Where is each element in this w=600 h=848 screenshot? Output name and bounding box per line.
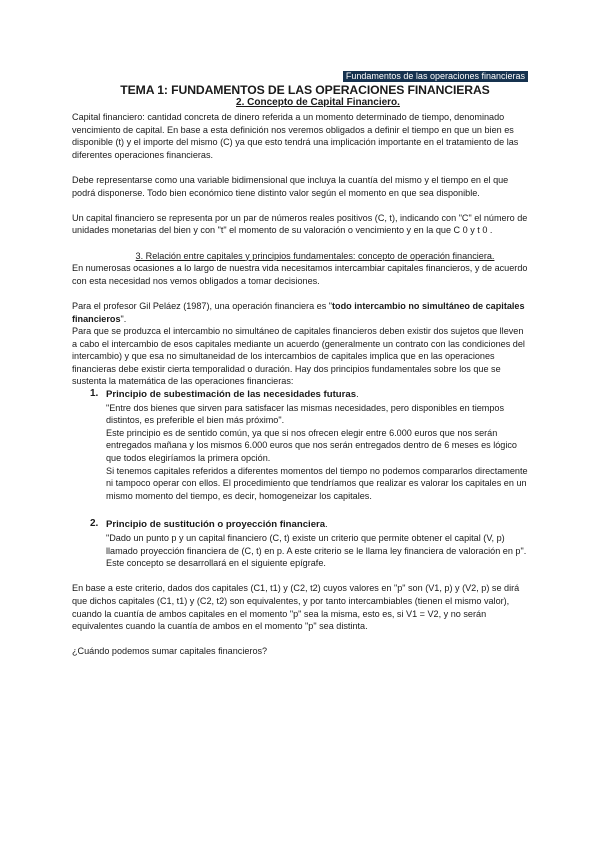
principle-paragraph: Este principio es de sentido común, ya que si nos ofrecen elegir entre 6.000 euros que nos serán entregados mañana y los mismos 6.000 euros que nos serán entregados dentro de 6 meses es lógico que todos elegiríamos la primera opción.	[106, 427, 517, 464]
paragraph-question: ¿Cuándo podemos sumar capitales financieros?	[72, 646, 268, 657]
definition-end: ".	[120, 313, 127, 324]
principle-title: Principio de sustitución o proyección financiera	[106, 519, 326, 531]
definition-bold: todo intercambio no simultáneo de capitales financieros	[72, 300, 525, 324]
document-body	[72, 84, 528, 658]
principle-title-end: .	[356, 389, 359, 400]
paragraph-equivalence: En base a este criterio, dados dos capitales (C1, t1) y (C2, t2) cuyos valores en "p" son (V1, p) y (V2, p) se dirá que dichos capitales (C1, t1) y (C2, t2) son equivalentes, y por tanto intercambiables (tienen el mismo valor), cuando la cuantía de ambos capitales en el momento "p" sea la misma, esto es, si V1 = V2, y no serán equivalentes cuando la cuantía de ambos en el momento "p" sea distinta.	[72, 583, 520, 632]
page-title: TEMA 1: FUNDAMENTOS DE LAS OPERACIONES FINANCIERAS	[120, 83, 490, 97]
principle-title: Principio de subestimación de las necesidades futuras	[106, 389, 357, 401]
paragraph-representation: Un capital financiero se representa por un par de números reales positivos (C, t), indicando con "C" el número de unidades monetarias del bien y con "t" el momento de su valoración o vencimiento y en la que C 0 y t 0 .	[72, 212, 528, 236]
principle-paragraph: Este concepto se desarrollará en el siguiente epígrafe.	[106, 558, 326, 569]
paragraph-definition-gil-pelaez	[72, 300, 528, 325]
header-tag: Fundamentos de las operaciones financieras	[343, 71, 528, 82]
principle-item	[72, 388, 528, 502]
principle-title-end: .	[325, 519, 328, 530]
principle-number: 1.	[90, 388, 99, 400]
paragraph-non-simultaneous: Para que se produzca el intercambio no simultáneo de capitales financieros deben existir dos sujetos que lleven a cabo el intercambio de esos capitales mediante un acuerdo (generalmente un contrato con las condiciones del intercambio) y que esa no simultaneidad de los intercambios de capitales implica que en las operaciones financieras debe existir cierta temporalidad o duración. Hay dos principios fundamentales sobre los que se sustenta la matemática de las operaciones financieras:	[72, 326, 525, 387]
paragraph-capital-definition: Capital financiero: cantidad concreta de dinero referida a un momento determinado de tiempo, denominado vencimiento de capital. En base a esta definición nos veremos obligados a definir el tiempo en que un bien es disponible (t) y el importe del mismo (C) ya que esto tendrá una implicación importante en el tratamiento de las diferentes operaciones financieras.	[72, 112, 519, 160]
paragraph-bidimensional: Debe representarse como una variable bidimensional que incluya la cuantía del mismo y el tiempo en el que podrá disponerse. Todo bien económico tiene distinto valor según el momento en que sea disponible.	[72, 174, 509, 198]
principle-item	[72, 518, 528, 569]
principle-number: 2.	[90, 518, 99, 530]
principle-paragraph: "Dado un punto p y un capital financiero (C, t) existe un criterio que permite obtener el capital (V, p) llamado proyección financiera de (C, t) en p. A este criterio se le llama ley financiera de valoración en p".	[106, 533, 527, 556]
definition-intro: Para el profesor Gil Peláez (1987), una operación financiera es "	[72, 300, 333, 311]
principle-paragraph: Si tenemos capitales referidos a diferentes momentos del tiempo no podemos compararlos directamente ni tampoco operar con ellos. El procedimiento que tendríamos que realizar es valorar los capitales en un mismo momento del tiempo, es decir, homogeneizar los capitales.	[106, 465, 528, 501]
principles-list	[72, 388, 528, 570]
section-2-heading: 2. Concepto de Capital Financiero.	[236, 97, 400, 108]
paragraph-exchange-need: En numerosas ocasiones a lo largo de nuestra vida necesitamos intercambiar capitales financieros, y de acuerdo con esta necesidad nos vemos obligados a tomar decisiones.	[72, 263, 528, 286]
section-3-heading: 3. Relación entre capitales y principios fundamentales: concepto de operación financiera.	[135, 250, 495, 261]
principle-paragraph: "Entre dos bienes que sirven para satisfacer las mismas necesidades, pero disponibles en tiempos distintos, es preferible el bien más próximo".	[106, 402, 505, 426]
